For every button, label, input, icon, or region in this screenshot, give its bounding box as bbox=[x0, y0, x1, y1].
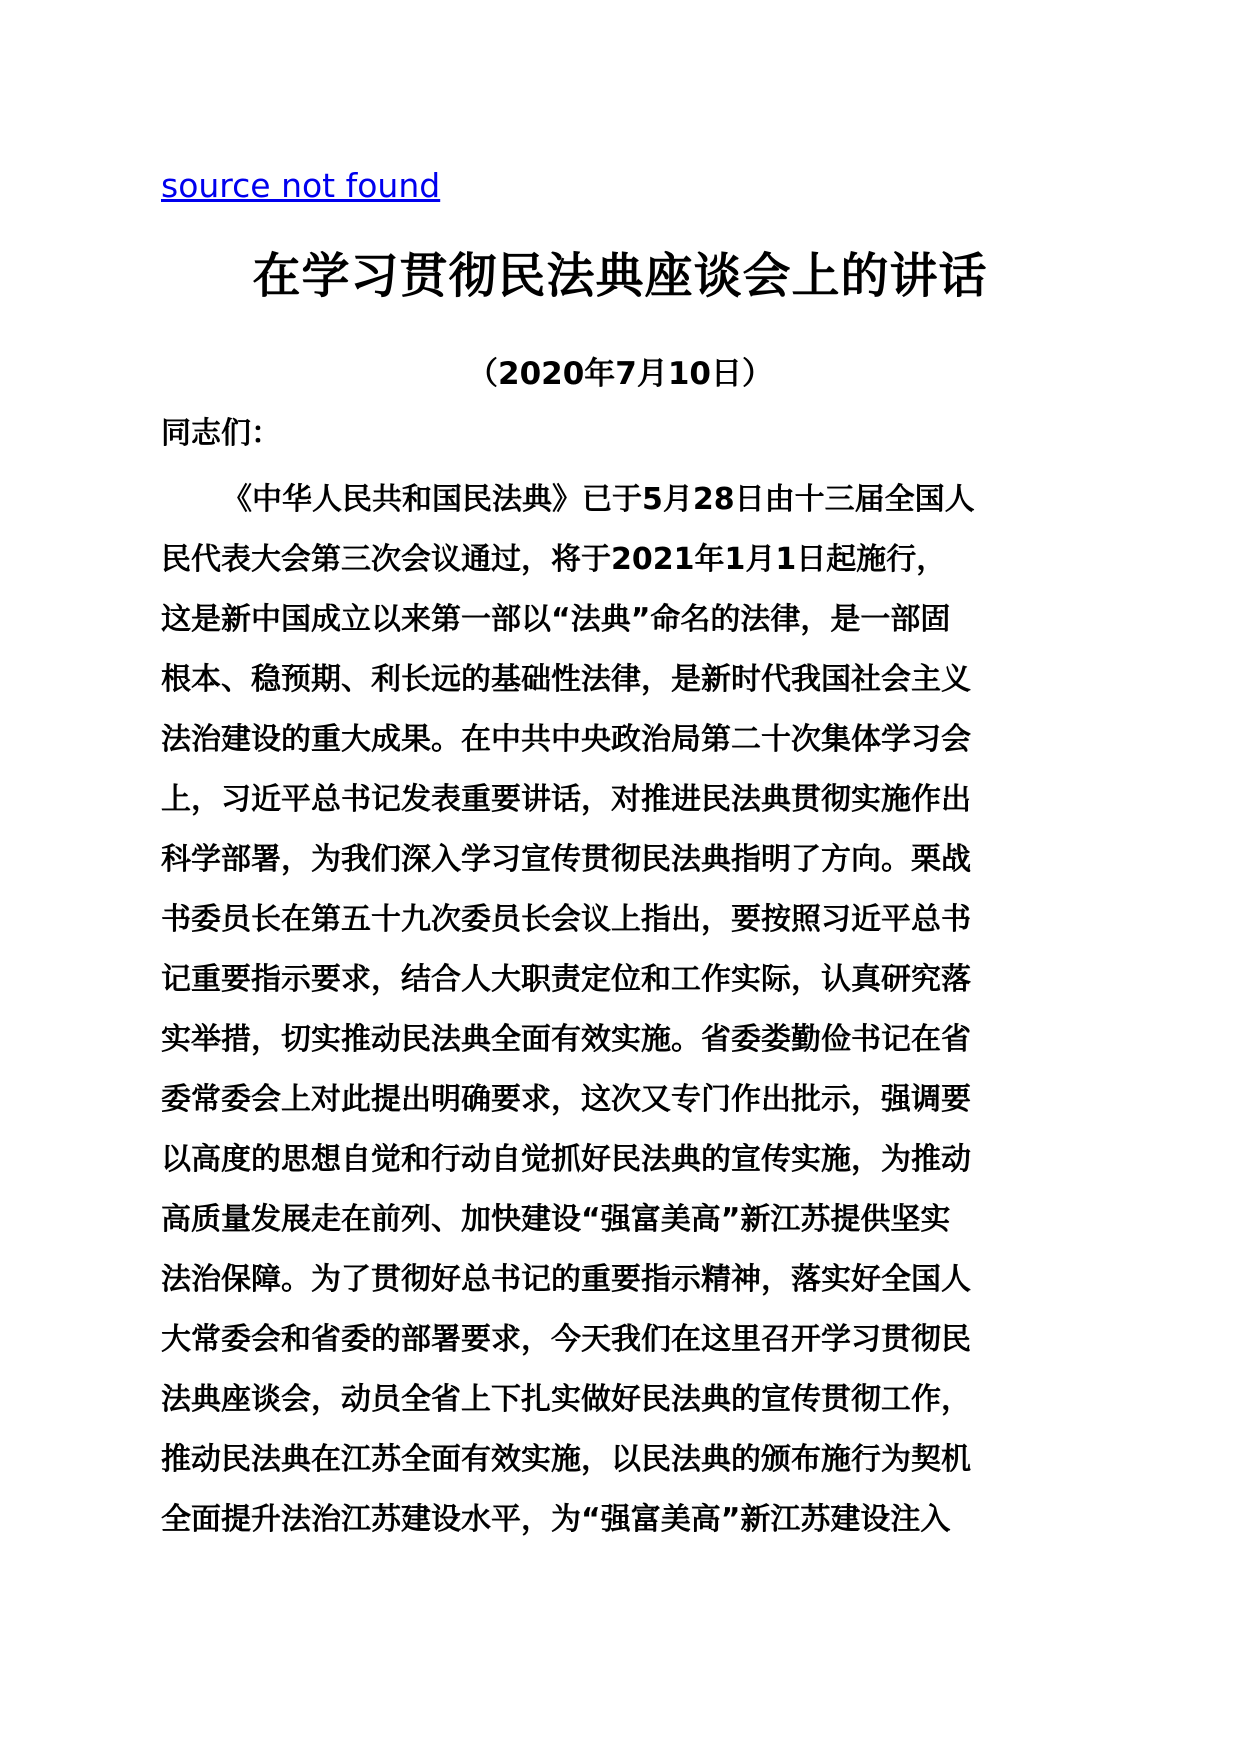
paragraph-line: 民代表大会第三次会议通过，将于2021年1月1日起施行， bbox=[161, 542, 947, 577]
paragraph-line: 法治建设的重大成果。在中共中央政治局第二十次集体学习会 bbox=[161, 722, 971, 757]
paragraph-line: 高质量发展走在前列、加快建设“强富美高”新江苏提供坚实 bbox=[161, 1202, 951, 1237]
paragraph-line: 科学部署，为我们深入学习宣传贯彻民法典指明了方向。栗战 bbox=[161, 842, 971, 877]
document-date: （2020年7月10日） bbox=[467, 356, 773, 392]
salutation: 同志们： bbox=[161, 416, 281, 451]
paragraph-line: 推动民法典在江苏全面有效实施，以民法典的颁布施行为契机 bbox=[161, 1442, 971, 1477]
source-link[interactable]: source not found bbox=[161, 166, 441, 205]
paragraph-line: 记重要指示要求，结合人大职责定位和工作实际，认真研究落 bbox=[161, 962, 971, 997]
body-paragraph bbox=[161, 470, 1101, 1550]
paragraph-line: 实举措，切实推动民法典全面有效实施。省委娄勤俭书记在省 bbox=[161, 1022, 971, 1057]
paragraph-line: 根本、稳预期、利长远的基础性法律，是新时代我国社会主义 bbox=[161, 662, 971, 697]
document-title: 在学习贯彻民法典座谈会上的讲话 bbox=[252, 248, 988, 304]
paragraph-line: 上，习近平总书记发表重要讲话，对推进民法典贯彻实施作出 bbox=[161, 782, 971, 817]
paragraph-line: 以高度的思想自觉和行动自觉抓好民法典的宣传实施，为推动 bbox=[161, 1142, 971, 1177]
paragraph-line: 委常委会上对此提出明确要求，这次又专门作出批示，强调要 bbox=[161, 1082, 971, 1117]
paragraph-line: 书委员长在第五十九次委员长会议上指出，要按照习近平总书 bbox=[161, 902, 971, 937]
paragraph-line: 这是新中国成立以来第一部以“法典”命名的法律，是一部固 bbox=[161, 602, 951, 637]
paragraph-line: 法治保障。为了贯彻好总书记的重要指示精神，落实好全国人 bbox=[161, 1262, 971, 1297]
paragraph-line: 《中华人民共和国民法典》已于5月28日由十三届全国人 bbox=[222, 482, 975, 517]
paragraph-line: 法典座谈会，动员全省上下扎实做好民法典的宣传贯彻工作， bbox=[161, 1382, 971, 1417]
paragraph-line: 全面提升法治江苏建设水平，为“强富美高”新江苏建设注入 bbox=[161, 1502, 951, 1537]
paragraph-line: 大常委会和省委的部署要求，今天我们在这里召开学习贯彻民 bbox=[161, 1322, 971, 1357]
